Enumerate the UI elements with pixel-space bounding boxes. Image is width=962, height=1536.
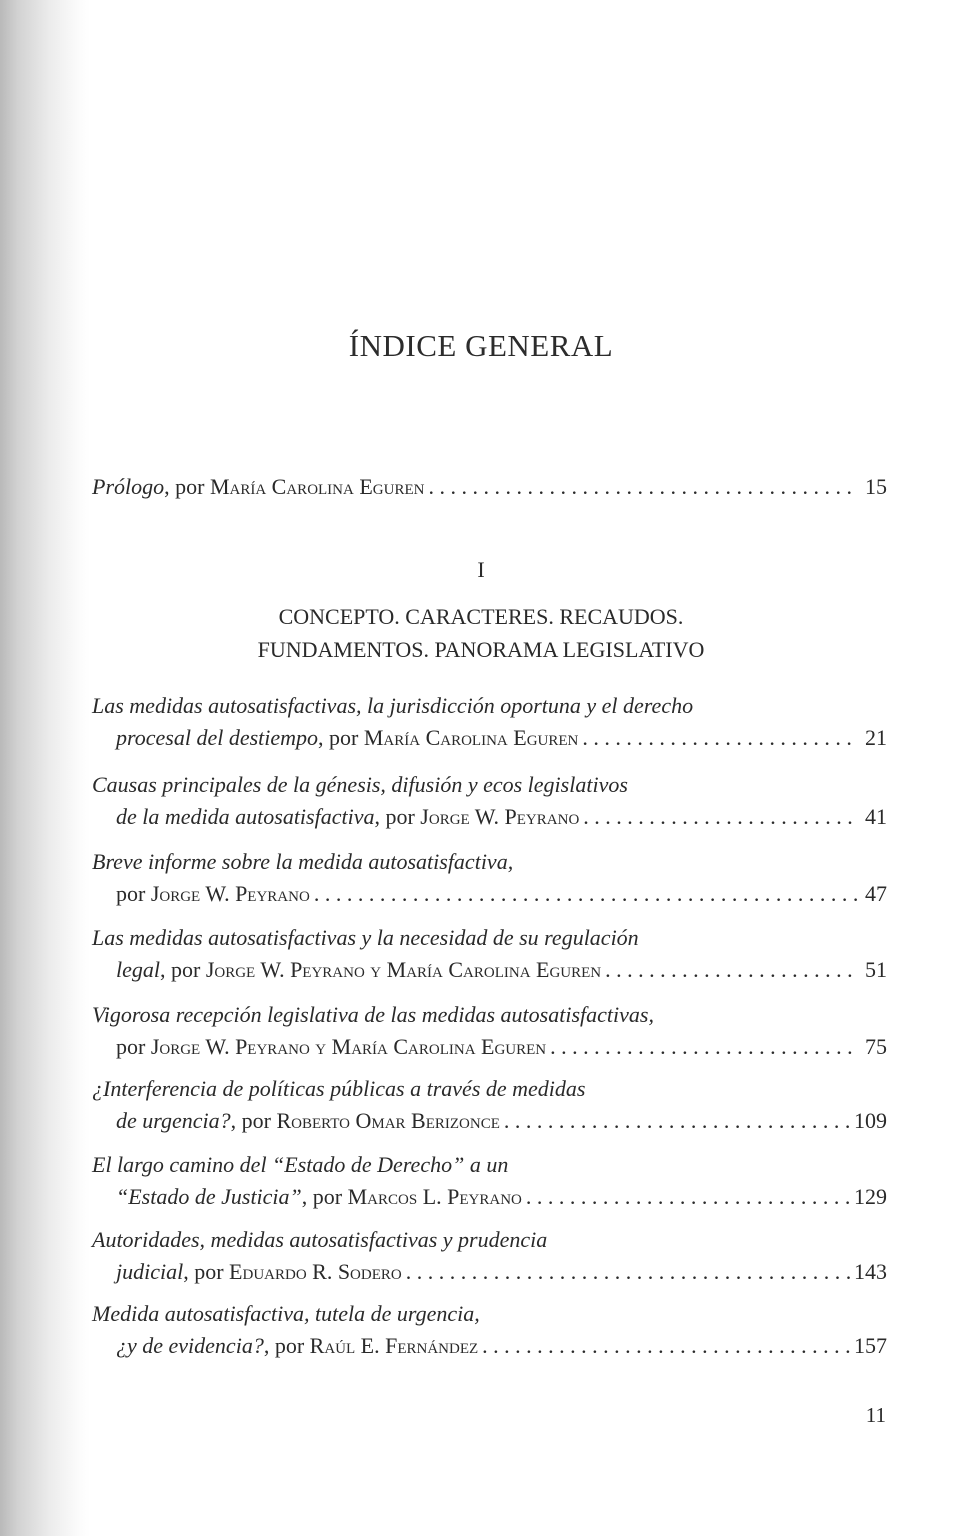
- part-title-line-1: CONCEPTO. CARACTERES. RECAUDOS.: [278, 604, 684, 629]
- dot-leader: [314, 878, 857, 910]
- entry-title-line-1: ¿Interferencia de políticas públicas a través de medidas: [92, 1076, 586, 1101]
- entry-author: Jorge W. Peyrano y María Carolina Eguren: [150, 1034, 547, 1059]
- entry-by: , por: [230, 1108, 277, 1133]
- dot-leader: [428, 471, 857, 503]
- toc-entry: [92, 1149, 887, 1213]
- entry-title-line-1: Autoridades, medidas autosatisfactivas y prudencia: [92, 1227, 548, 1252]
- entry-title-line-2: ¿y de evidencia?: [116, 1333, 264, 1358]
- entry-title-line-2: judicial: [116, 1259, 184, 1284]
- dot-leader: [582, 722, 857, 754]
- toc-entry-prologue: [92, 471, 887, 503]
- entry-title-line-2: “Estado de Justicia”: [116, 1184, 302, 1209]
- dot-leader: [605, 954, 857, 986]
- entry-author: Marcos L. Peyrano: [347, 1184, 522, 1209]
- entry-by: , por: [263, 1333, 310, 1358]
- entry-by: , por: [160, 957, 206, 982]
- entry-page: 143: [854, 1259, 887, 1284]
- entry-title-line-1: Vigorosa recepción legislativa de las medidas autosatisfactivas,: [92, 1002, 654, 1027]
- toc-entry: [92, 922, 887, 986]
- part-title: [0, 600, 962, 666]
- entry-page: 75: [865, 1034, 887, 1059]
- entry-page: 21: [865, 725, 887, 750]
- entry-title: Prólogo: [92, 474, 165, 499]
- page-number: 11: [865, 1403, 886, 1427]
- entry-author: Raúl E. Fernández: [309, 1333, 479, 1358]
- entry-page: 109: [854, 1108, 887, 1133]
- entry-title-line-1: Las medidas autosatisfactivas, la jurisdicción oportuna y el derecho: [92, 693, 694, 718]
- entry-by: , por: [301, 1184, 348, 1209]
- entry-author: Eduardo R. Sodero: [229, 1259, 402, 1284]
- part-title-line-2: FUNDAMENTOS. PANORAMA LEGISLATIVO: [257, 637, 705, 662]
- entry-by: , por: [164, 474, 210, 499]
- entry-author: María Carolina Eguren: [363, 725, 579, 750]
- entry-author: Jorge W. Peyrano y María Carolina Eguren: [205, 957, 602, 982]
- dot-leader: [504, 1105, 850, 1137]
- entry-by: , por: [374, 804, 421, 829]
- entry-title-line-1: El largo camino del “Estado de Derecho” a un: [92, 1152, 509, 1177]
- entry-title-line-1: Las medidas autosatisfactivas y la necesidad de su regulación: [92, 925, 639, 950]
- toc-entry: [92, 769, 887, 833]
- entry-title-line-2: legal: [116, 957, 160, 982]
- entry-title-line-2: procesal del destiempo: [116, 725, 319, 750]
- toc-entry: [92, 999, 887, 1063]
- dot-leader: [550, 1031, 857, 1063]
- dot-leader: [482, 1330, 850, 1362]
- toc-entry: [92, 846, 887, 910]
- binding-shadow: [0, 0, 90, 1536]
- entry-page: 15: [865, 474, 887, 499]
- entry-author: Jorge W. Peyrano: [150, 881, 310, 906]
- entry-page: 129: [854, 1184, 887, 1209]
- entry-title-line-1: Breve informe sobre la medida autosatisfactiva,: [92, 849, 514, 874]
- entry-author: Roberto Omar Berizonce: [276, 1108, 500, 1133]
- entry-by: por: [116, 881, 151, 906]
- entry-author: María Carolina Eguren: [209, 474, 425, 499]
- dot-leader: [526, 1181, 850, 1213]
- entry-page: 41: [865, 804, 887, 829]
- entry-by: por: [116, 1034, 151, 1059]
- entry-by: , por: [318, 725, 364, 750]
- entry-title-line-2: de urgencia?: [116, 1108, 231, 1133]
- entry-title-line-1: Causas principales de la génesis, difusión y ecos legislativos: [92, 772, 628, 797]
- entry-title-line-1: Medida autosatisfactiva, tutela de urgencia,: [92, 1301, 480, 1326]
- dot-leader: [406, 1256, 850, 1288]
- toc-entry: [92, 1298, 887, 1362]
- entry-page: 51: [865, 957, 887, 982]
- entry-author: Jorge W. Peyrano: [420, 804, 580, 829]
- part-number: I: [477, 557, 485, 582]
- entry-by: , por: [183, 1259, 230, 1284]
- entry-page: 157: [854, 1333, 887, 1358]
- entry-title-line-2: de la medida autosatisfactiva: [116, 804, 375, 829]
- toc-entry: [92, 1073, 887, 1137]
- dot-leader: [583, 801, 857, 833]
- page-title: ÍNDICE GENERAL: [348, 328, 614, 363]
- toc-entry: [92, 690, 887, 754]
- entry-page: 47: [865, 881, 887, 906]
- toc-entry: [92, 1224, 887, 1288]
